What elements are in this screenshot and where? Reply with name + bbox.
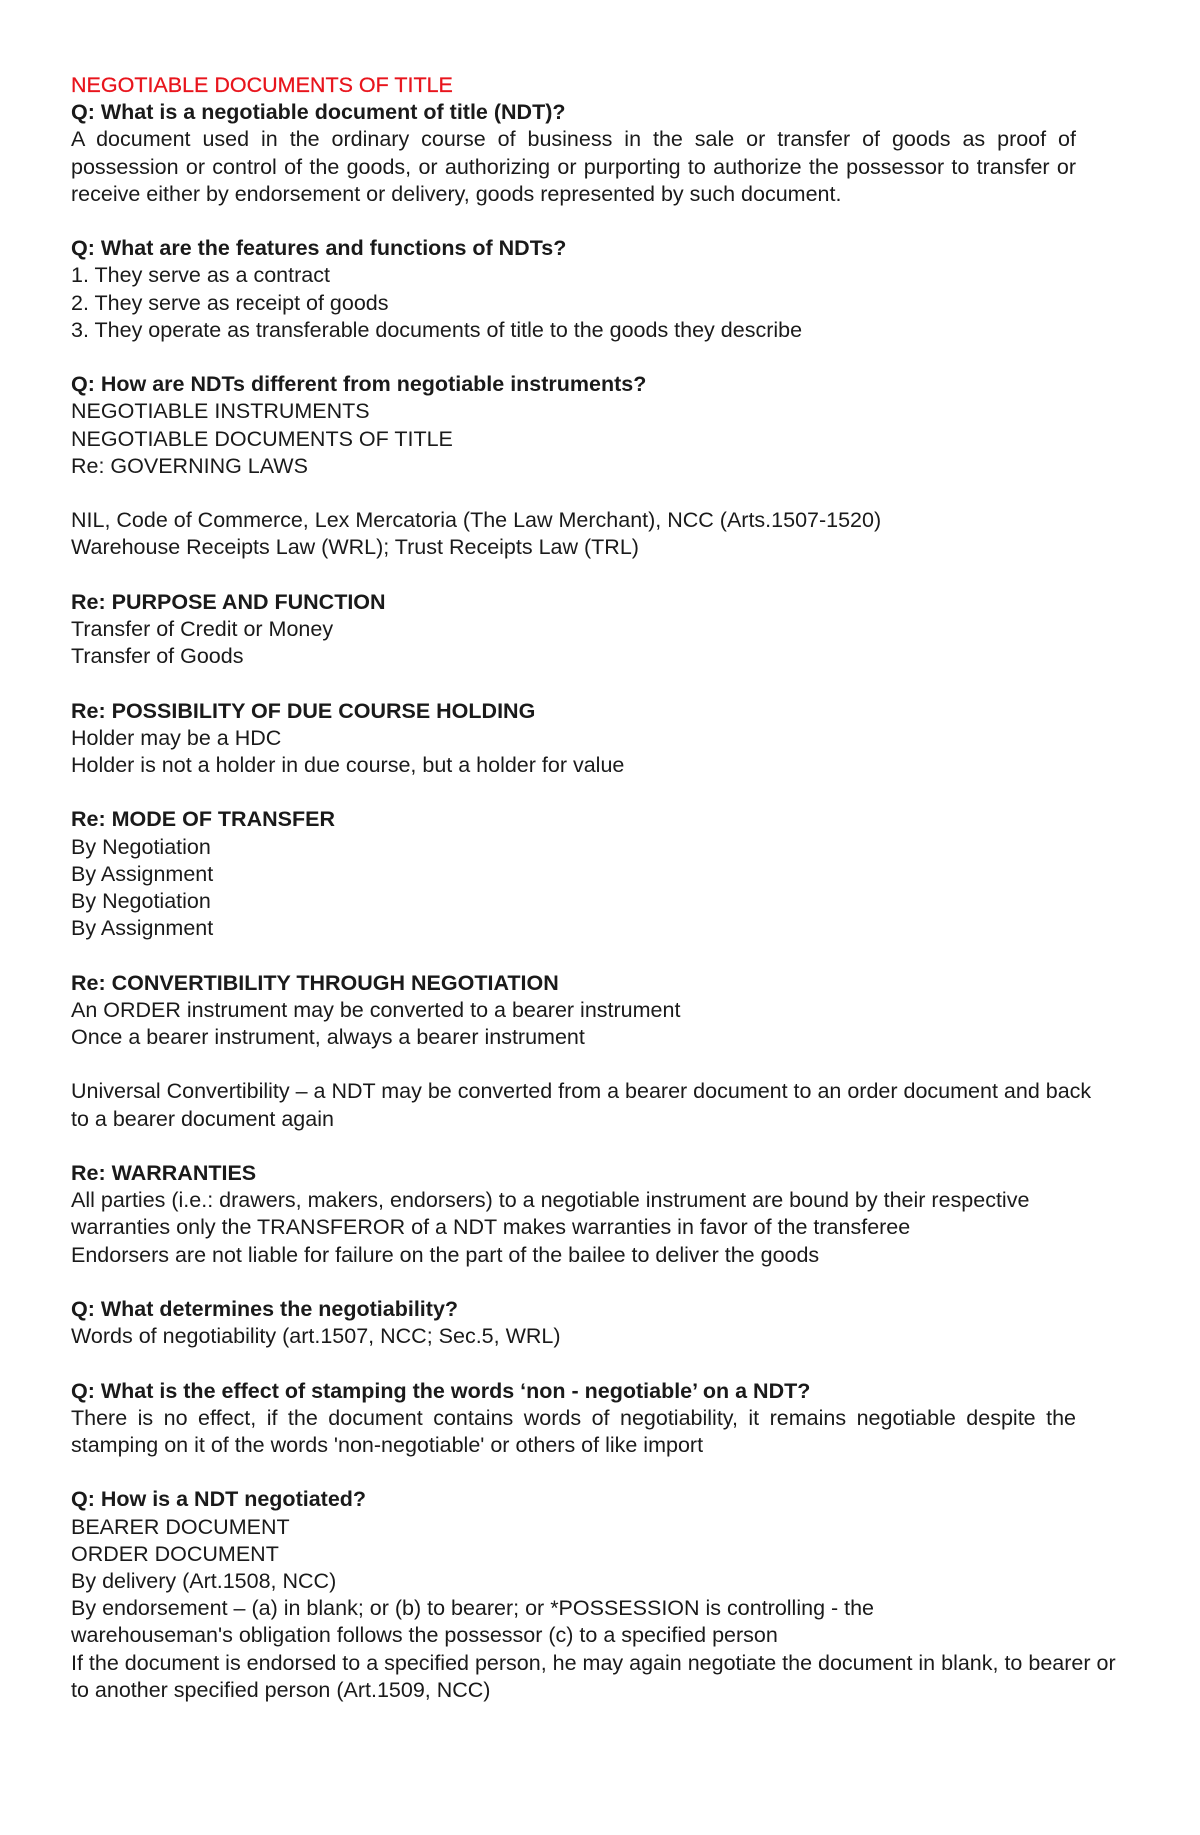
text-paragraph: By endorsement – (a) in blank; or (b) to bearer; or *POSSESSION is controlling - the warehouseman's obligation follows the possessor (c) to a specified person: [71, 1596, 875, 1648]
text-line: NEGOTIABLE DOCUMENTS OF TITLE: [71, 426, 453, 451]
text-paragraph: If the document is endorsed to a specified person, he may again negotiate the document in blank, to bearer or to another specified person (Art.1509, NCC): [71, 1650, 1116, 1702]
spacer: [71, 208, 1121, 235]
text-line: Endorsers are not liable for failure on the part of the bailee to deliver the goods: [71, 1242, 820, 1267]
spacer: [71, 1269, 1121, 1296]
text-paragraph: Universal Convertibility – a NDT may be converted from a bearer document to an order document and back to a bearer document again: [71, 1079, 1092, 1131]
list-item: 1. They serve as a contract: [71, 263, 330, 288]
list-item: 3. They operate as transferable documents of title to the goods they describe: [71, 317, 803, 342]
text-line: BEARER DOCUMENT: [71, 1514, 290, 1539]
text-line: ORDER DOCUMENT: [71, 1541, 279, 1566]
text-line: Warehouse Receipts Law (WRL); Trust Receipts Law (TRL): [71, 535, 639, 560]
text-line: Re: GOVERNING LAWS: [71, 453, 308, 478]
heading-due-course: Re: POSSIBILITY OF DUE COURSE HOLDING: [71, 698, 536, 723]
question-stamping: Q: What is the effect of stamping the words ‘non - negotiable’ on a NDT?: [71, 1378, 811, 1403]
list-item: 2. They serve as receipt of goods: [71, 290, 389, 315]
text-line: By Assignment: [71, 916, 214, 941]
question-negotiability: Q: What determines the negotiability?: [71, 1296, 459, 1321]
text-line: An ORDER instrument may be converted to a bearer instrument: [71, 997, 681, 1022]
text-line: Holder may be a HDC: [71, 725, 282, 750]
text-line: By delivery (Art.1508, NCC): [71, 1568, 337, 1593]
text-line: Words of negotiability (art.1507, NCC; Sec.5, WRL): [71, 1324, 561, 1349]
text-line: Once a bearer instrument, always a bearer instrument: [71, 1025, 585, 1049]
spacer: [71, 1133, 1121, 1160]
spacer: [71, 562, 1121, 589]
spacer: [71, 1459, 1121, 1486]
spacer: [71, 942, 1121, 969]
document-title: NEGOTIABLE DOCUMENTS OF TITLE: [71, 73, 453, 97]
spacer: [71, 1350, 1121, 1377]
question-how-negotiated: Q: How is a NDT negotiated?: [71, 1487, 367, 1512]
answer-stamping: There is no effect, if the document contains words of negotiability, it remains negotiable despite the stamping on it of the words 'non-negotiable' or others of like import: [71, 1405, 1076, 1457]
spacer: [71, 1051, 1121, 1078]
text-line: By Negotiation: [71, 834, 211, 859]
text-line: Transfer of Goods: [71, 644, 244, 669]
spacer: [71, 480, 1121, 507]
heading-convertibility: Re: CONVERTIBILITY THROUGH NEGOTIATION: [71, 970, 559, 995]
text-line: NIL, Code of Commerce, Lex Mercatoria (The Law Merchant), NCC (Arts.1507-1520): [71, 508, 882, 533]
heading-purpose: Re: PURPOSE AND FUNCTION: [71, 589, 386, 614]
text-line: Transfer of Credit or Money: [71, 617, 334, 641]
text-line: By Negotiation: [71, 889, 211, 913]
question-ndt-definition: Q: What is a negotiable document of title (NDT)?: [71, 100, 566, 125]
text-paragraph: All parties (i.e.: drawers, makers, endorsers) to a negotiable instrument are bound by their respective warranties only the TRANSFEROR of a NDT makes warranties in favor of the transferee: [71, 1188, 1030, 1240]
spacer: [71, 779, 1121, 806]
spacer: [71, 670, 1121, 697]
heading-warranties: Re: WARRANTIES: [71, 1160, 257, 1185]
text-line: By Assignment: [71, 861, 214, 886]
answer-ndt-definition: A document used in the ordinary course of business in the sale or transfer of goods as proof of possession or control of the goods, or authorizing or purporting to authorize the possessor to transfer or receive either by endorsement or delivery, goods represented by such document.: [71, 127, 1076, 206]
heading-mode-of-transfer: Re: MODE OF TRANSFER: [71, 807, 335, 832]
question-features: Q: What are the features and functions of NDTs?: [71, 236, 567, 261]
question-differences: Q: How are NDTs different from negotiable instruments?: [71, 372, 647, 397]
document-page: [71, 72, 1121, 1704]
text-line: Holder is not a holder in due course, but a holder for value: [71, 753, 625, 777]
text-line: NEGOTIABLE INSTRUMENTS: [71, 399, 370, 424]
spacer: [71, 344, 1121, 371]
